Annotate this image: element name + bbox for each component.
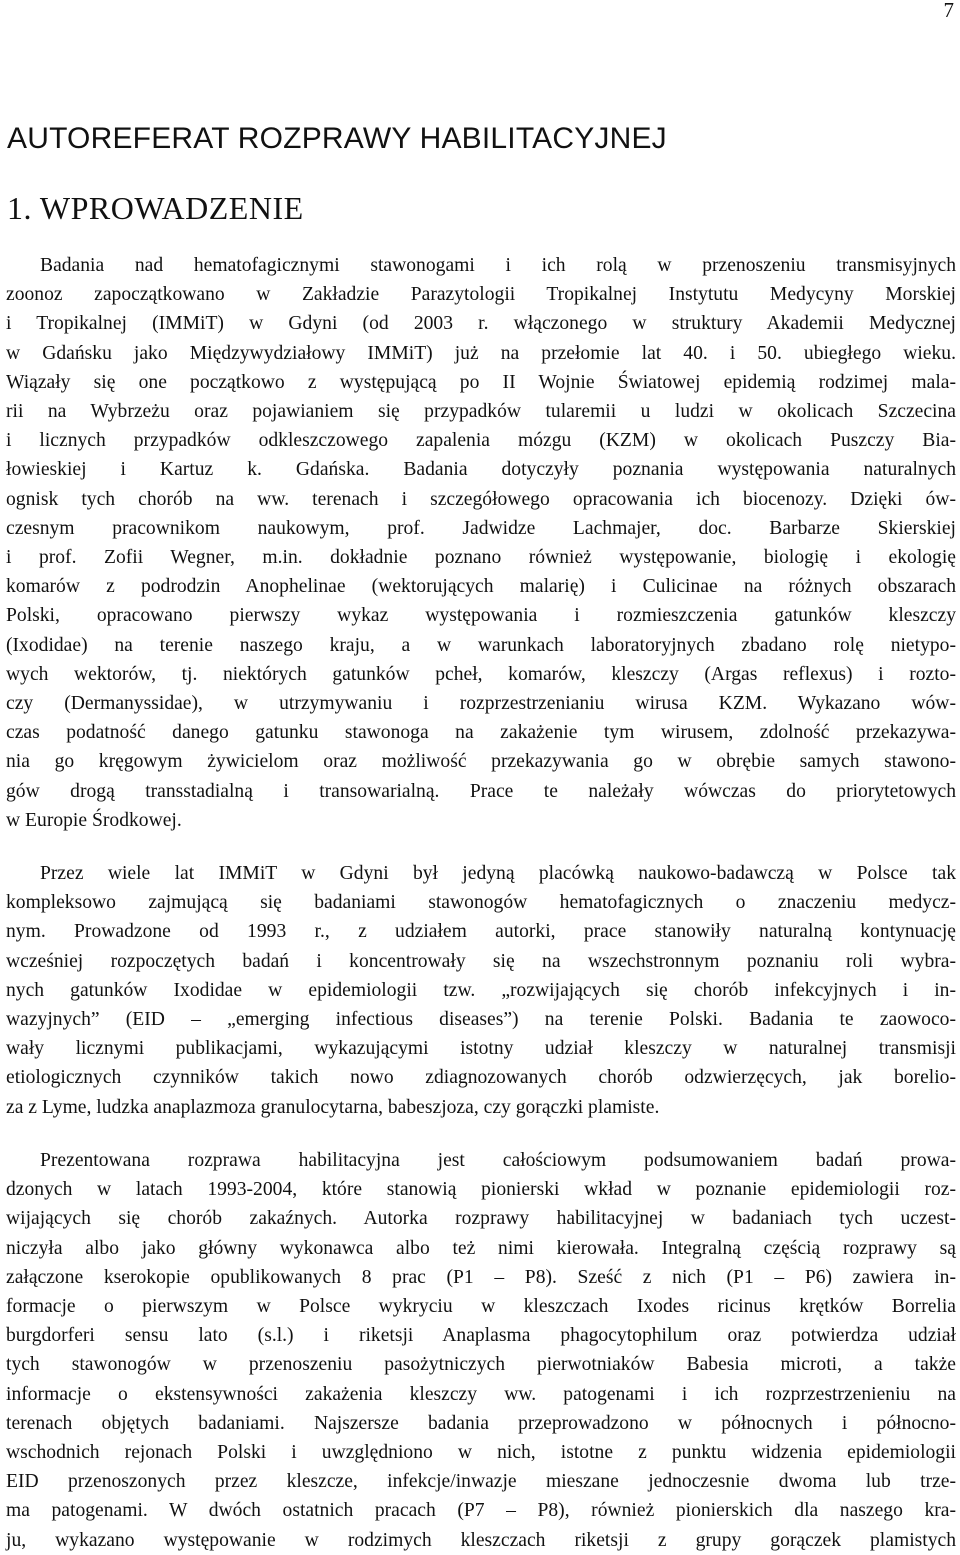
- text-line: ognisk tych chorób na ww. terenach i szczegółowego opracowania ich biocenozy. Dzięki ów-: [6, 488, 956, 510]
- text-line: wschodnich rejonach Polski i uwzględniono w nich, istotne z punktu widzenia epidemiologii: [6, 1441, 956, 1463]
- text-line: czy (Dermanyssidae), w utrzymywaniu i rozprzestrzenianiu wirusa KZM. Wykazano wów-: [6, 693, 956, 715]
- paragraph-1: [6, 251, 956, 835]
- text-line: rii na Wybrzeżu oraz pojawianiem się przypadków tularemii u ludzi w okolicach Szczecina: [6, 401, 956, 423]
- text-line: i Tropikalnej (IMMiT) w Gdyni (od 2003 r. włączonego w struktury Akademii Medycznej: [6, 313, 956, 335]
- text-line: nych gatunków Ixodidae w epidemiologii tzw. „rozwijających się chorób infekcyjnych i in-: [6, 979, 956, 1001]
- text-line: kompleksowo zajmującą się badaniami stawonogów hematofagicznych o znaczeniu medycz-: [6, 892, 956, 914]
- text-line: Przez wiele lat IMMiT w Gdyni był jedyną placówką naukowo-badawczą w Polsce tak: [40, 863, 956, 885]
- text-line: formacje o pierwszym w Polsce wykryciu w kleszczach Ixodes ricinus krętków Borrelia: [6, 1295, 956, 1317]
- text-line: tych stawonogów w przenoszeniu pasożytniczych pierwotniaków Babesia microti, a także: [6, 1354, 956, 1376]
- text-line: wazyjnych” (EID – „emerging infectious diseases”) na terenie Polski. Badania te zaowoco-: [6, 1009, 956, 1031]
- text-line: załączone kserokopie opublikowanych 8 prac (P1 – P8). Sześć z nich (P1 – P6) zawiera in-: [6, 1266, 956, 1288]
- text-line: (Ixodidae) na terenie naszego kraju, a w warunkach laboratoryjnych zbadano rolę nietypo-: [6, 634, 956, 656]
- paragraph-2: [6, 859, 956, 1122]
- text-line: wych wektorów, tj. niektórych gatunków pcheł, komarów, kleszczy (Argas reflexus) i rozto-: [6, 663, 956, 685]
- page-number: 7: [943, 0, 954, 22]
- text-line: burgdorferi sensu lato (s.l.) i riketsji Anaplasma phagocytophilum oraz potwierdza udział: [6, 1325, 956, 1347]
- text-line: nia go kręgowym żywicielom oraz możliwość przekazywania go w obrębie samych stawono-: [6, 751, 956, 773]
- text-line: gów drogą transstadialną i transowarialną. Prace te należały wówczas do priorytetowych: [6, 780, 956, 802]
- text-line: w Europie Środkowej.: [6, 809, 182, 831]
- text-line: dzonych w latach 1993-2004, które stanowią pionierski wkład w poznanie epidemiologii roz-: [6, 1179, 956, 1201]
- section-heading: 1. WPROWADZENIE: [7, 190, 304, 226]
- text-line: Polski, opracowano pierwszy wykaz występowania i rozmieszczenia gatunków kleszczy: [6, 605, 956, 627]
- text-line: czas podatność danego gatunku stawonoga na zakażenie tym wirusem, zdolność przekazywa-: [6, 722, 956, 744]
- text-line: i licznych przypadków odkleszczowego zapalenia mózgu (KZM) w okolicach Puszczy Bia-: [6, 430, 956, 452]
- body-text: [6, 251, 956, 1555]
- text-line: i prof. Zofii Wegner, m.in. dokładnie poznano również występowanie, biologię i ekologię: [6, 547, 956, 569]
- text-line: wały licznymi publikacjami, wykazującymi istotny udział kleszczy w naturalnej transmisji: [6, 1038, 956, 1060]
- text-line: czesnym pracownikom naukowym, prof. Jadwidze Lachmajer, doc. Barbarze Skierskiej: [6, 517, 956, 539]
- text-line: ma patogenami. W dwóch ostatnich pracach (P7 – P8), również pionierskich dla naszego kra-: [6, 1500, 956, 1522]
- text-line: niczyła albo jako główny wykonawca albo też nimi kierowała. Integralną częścią rozprawy są: [6, 1237, 956, 1259]
- text-line: ju, wykazano występowanie w rodzimych kleszczach riketsji z grupy gorączek plamistych: [6, 1529, 956, 1551]
- text-line: EID przenoszonych przez kleszcze, infekcje/inwazje mieszane jednoczesnie dwoma lub trze-: [6, 1471, 956, 1493]
- text-line: komarów z podrodzin Anophelinae (wektorujących malarię) i Culicinae na różnych obszarach: [6, 576, 956, 598]
- text-line: za z Lyme, ludzka anaplazmoza granulocytarna, babeszjoza, czy gorączki plamiste.: [6, 1096, 660, 1118]
- text-line: terenach objętych badaniami. Najszersze badania przeprowadzono w północnych i północno-: [6, 1412, 956, 1434]
- text-line: Badania nad hematofagicznymi stawonogami i ich rolą w przenoszeniu transmisyjnych: [40, 255, 956, 276]
- paragraph-3: [6, 1146, 956, 1555]
- text-line: Prezentowana rozprawa habilitacyjna jest całościowym podsumowaniem badań prowa-: [40, 1149, 956, 1171]
- text-line: łowieskiej i Kartuz k. Gdańska. Badania dotyczyły poznania występowania naturalnych: [6, 459, 956, 481]
- text-line: wcześniej rozpoczętych badań i koncentrowały się na wszechstronnym poznaniu roli wybra-: [6, 950, 956, 972]
- text-line: Wiązały się one początkowo z występującą po II Wojnie Światowej epidemią rodzimej mala-: [6, 371, 956, 393]
- text-line: informacje o ekstensywności zakażenia kleszczy ww. patogenami i ich rozprzestrzenieniu na: [6, 1383, 956, 1405]
- text-line: w Gdańsku jako Międzywydziałowy IMMiT) już na przełomie lat 40. i 50. ubiegłego wieku.: [6, 342, 956, 364]
- text-line: zoonoz zapoczątkowano w Zakładzie Parazytologii Tropikalnej Instytutu Medycyny Morskiej: [6, 284, 956, 306]
- text-line: etiologicznych czynników takich nowo zdiagnozowanych chorób odzwierzęcych, jak borelio-: [6, 1067, 956, 1089]
- text-line: nym. Prowadzone od 1993 r., z udziałem autorki, prace stanowiły naturalną kontynuację: [6, 921, 956, 943]
- document-title: AUTOREFERAT ROZPRAWY HABILITACYJNEJ: [7, 122, 667, 155]
- text-line: wijających się chorób zakaźnych. Autorka rozprawy habilitacyjnej w badaniach tych uczest-: [6, 1208, 956, 1230]
